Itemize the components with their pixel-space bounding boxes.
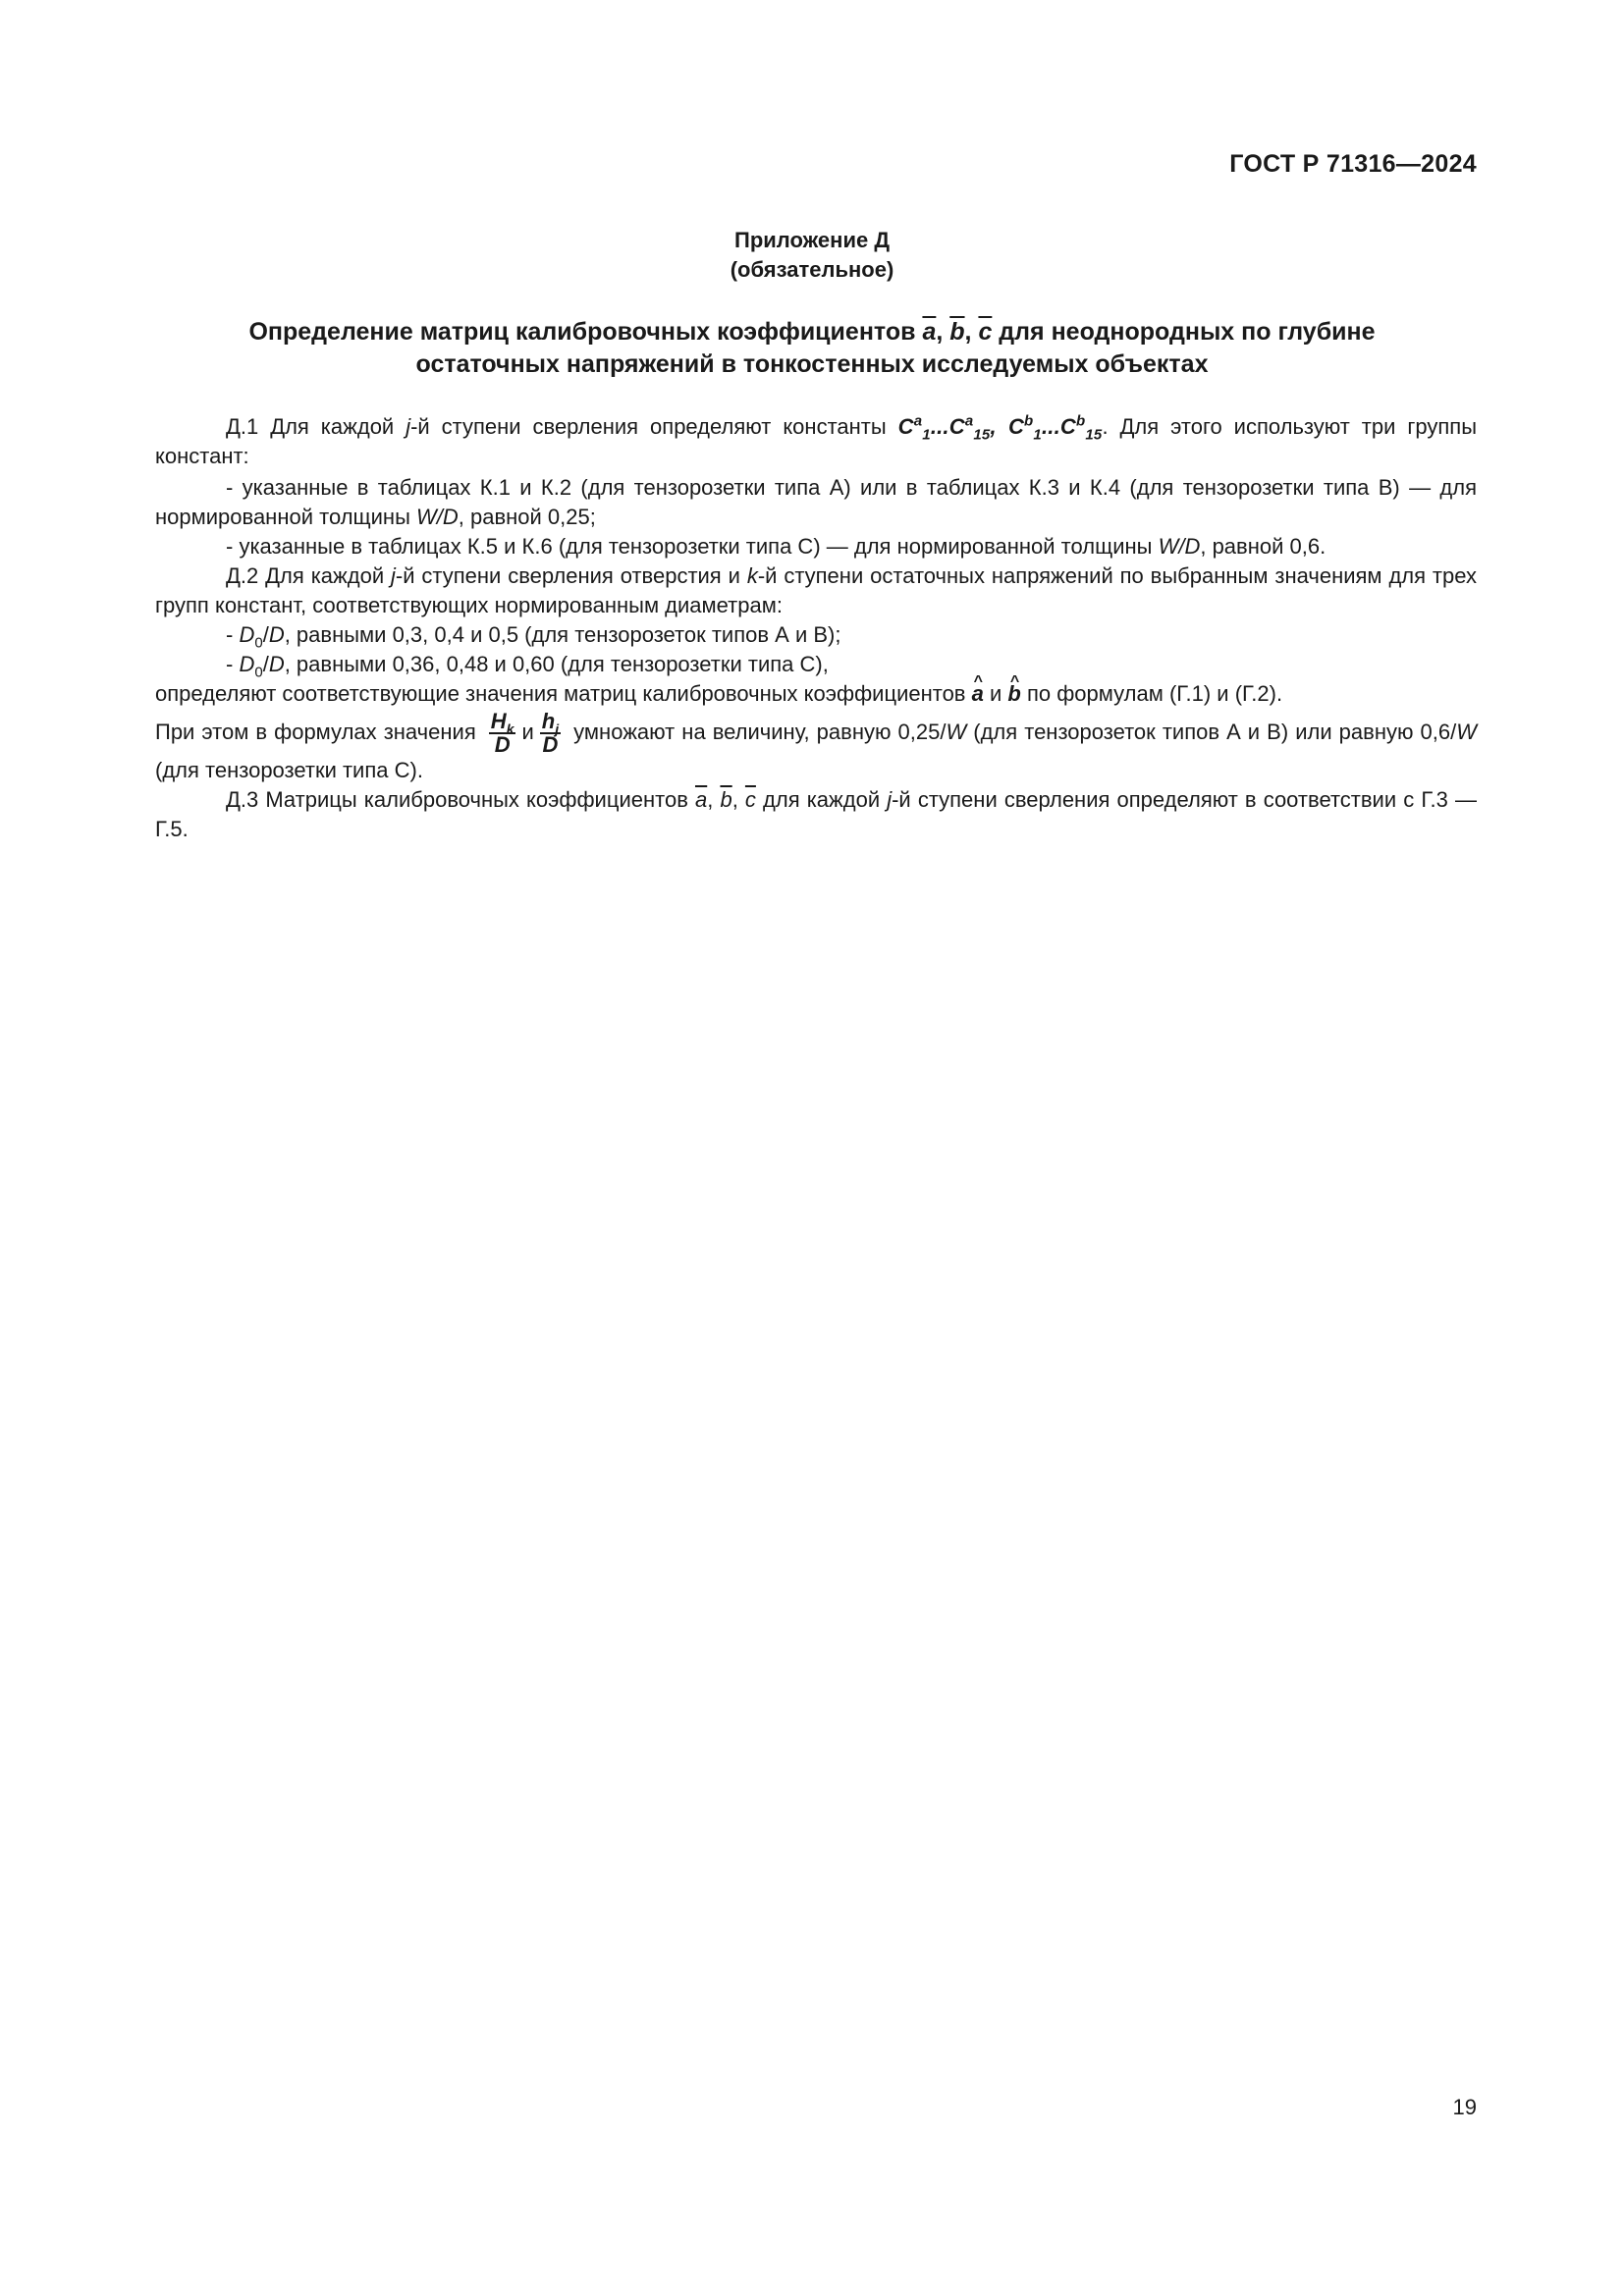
text: по формулам (Г.1) и (Г.2). xyxy=(1020,681,1283,706)
document-id: ГОСТ Р 71316—2024 xyxy=(1229,150,1477,178)
text: - указанные в таблицах К.1 и К.2 (для тензорозетки типа А) или в таблицах К.3 и К.4 (для тензорозетки типа В) — для нормированной толщины xyxy=(155,475,1477,529)
page-number: 19 xyxy=(1452,2095,1477,2119)
annex-status: (обязательное) xyxy=(730,257,894,282)
text: Д.1 Для каждой xyxy=(226,414,406,439)
var-j: j xyxy=(406,414,411,439)
d2-continuation xyxy=(155,679,1477,709)
var-wd: W/D xyxy=(1158,534,1201,559)
text: (для тензорозеток типов А и В) или равную 0,6/ xyxy=(966,719,1457,744)
fraction-denominator: D xyxy=(542,732,559,757)
text: , равной 0,25; xyxy=(458,505,596,529)
clause-d3 xyxy=(155,785,1477,844)
slash: / xyxy=(262,652,269,676)
fraction-numerator xyxy=(540,709,561,737)
constants-formula xyxy=(897,412,1103,444)
sub-15: 15 xyxy=(1085,426,1103,444)
title-text: для неоднородных по глубине xyxy=(992,318,1376,346)
sub-0: 0 xyxy=(254,634,263,652)
var-k: k xyxy=(746,563,758,588)
var-w: W xyxy=(946,719,967,744)
sub-k: k xyxy=(506,721,514,737)
sup-a: a xyxy=(913,412,923,430)
text: умножают на величину, равную 0,25/ xyxy=(567,719,947,744)
sub-15: 15 xyxy=(973,426,991,444)
text: (для тензорозетки типа С). xyxy=(155,758,423,782)
sup-a: a xyxy=(964,412,974,430)
text: для каждой xyxy=(755,787,888,812)
title-var-a: $\overline{a}$ xyxy=(922,318,937,346)
title-var-b: $\overline{b}$ xyxy=(949,318,965,346)
text: Д.3 Матрицы калибровочных коэффициентов xyxy=(226,787,695,812)
text: - указанные в таблицах К.5 и К.6 (для тензорозетки типа С) — для нормированной толщины xyxy=(226,534,1159,559)
text: и xyxy=(521,719,534,744)
text: -й ступени остаточных напряжений по выбранным значениям для трех групп констант, соответствующих нормированным диаметрам: xyxy=(155,563,1477,617)
text: определяют соответствующие значения матриц калибровочных коэффициентов xyxy=(155,681,972,706)
a-hat: ^ a xyxy=(972,679,984,709)
body-text xyxy=(155,412,1477,844)
text: -й ступени сверления отверстия и xyxy=(395,563,747,588)
const-c: C xyxy=(948,414,965,439)
title-sep: , xyxy=(964,318,979,346)
b-hat: ^ b xyxy=(1007,679,1020,709)
const-c: C xyxy=(897,414,914,439)
d2-item-1 xyxy=(155,620,1477,650)
var-b: $\overline{b}$ xyxy=(720,787,732,812)
title-var-c: $\overline{c}$ xyxy=(978,318,993,346)
sup-b: b xyxy=(1076,412,1086,430)
dots: ... xyxy=(930,414,949,439)
dash: - xyxy=(226,622,240,647)
const-c: C xyxy=(1059,414,1076,439)
text: , равными 0,36, 0,48 и 0,60 (для тензорозетки типа С), xyxy=(284,652,829,676)
dash: - xyxy=(226,652,240,676)
var-a: $\overline{a}$ xyxy=(694,787,708,812)
comma: , xyxy=(990,414,1008,439)
annex-title-line1 xyxy=(147,316,1477,348)
annex-title xyxy=(147,316,1477,381)
fraction-denominator: D xyxy=(494,732,511,757)
fraction-numerator xyxy=(489,709,516,737)
sub-j: j xyxy=(555,721,560,737)
var-d: D xyxy=(239,652,255,676)
var-c: $\overline{c}$ xyxy=(744,787,756,812)
text: . Для этого используют три группы констант: xyxy=(155,414,1478,468)
sub-0: 0 xyxy=(254,664,263,681)
d2-item-2 xyxy=(155,650,1477,679)
const-c: C xyxy=(1007,414,1025,439)
var-j: j xyxy=(887,787,893,812)
title-text: Определение матриц калибровочных коэффициентов xyxy=(248,318,923,346)
text: , равными 0,3, 0,4 и 0,5 (для тензорозеток типов А и В); xyxy=(284,622,841,647)
text: При этом в формулах значения xyxy=(155,719,483,744)
d1-item-2 xyxy=(155,532,1477,561)
annex-name: Приложение Д xyxy=(734,228,890,252)
sub-1: 1 xyxy=(922,426,931,444)
sep: , xyxy=(707,787,721,812)
dots: ... xyxy=(1041,414,1060,439)
var-d: D xyxy=(268,652,285,676)
text: -й ступени сверления определяют в соответствии с Г.3 — Г.5. xyxy=(155,787,1477,841)
annex-heading xyxy=(0,226,1624,285)
var-j: j xyxy=(391,563,396,588)
d2-formula-line xyxy=(155,711,1477,785)
sub-1: 1 xyxy=(1033,426,1042,444)
var-d: D xyxy=(268,622,285,647)
fraction-hj-d xyxy=(540,711,561,756)
clause-d1 xyxy=(155,412,1477,471)
var-wd: W/D xyxy=(416,505,459,529)
var-h: H xyxy=(490,709,507,733)
var-w: W xyxy=(1456,719,1477,744)
var-d: D xyxy=(239,622,255,647)
annex-title-line2: остаточных напряжений в тонкостенных исследуемых объектах xyxy=(415,350,1209,378)
title-sep: , xyxy=(936,318,950,346)
text: , равной 0,6. xyxy=(1200,534,1326,559)
sup-b: b xyxy=(1024,412,1034,430)
sep: , xyxy=(731,787,745,812)
d1-item-1 xyxy=(155,473,1477,532)
var-h: h xyxy=(541,709,556,733)
slash: / xyxy=(262,622,269,647)
text: и xyxy=(983,681,1008,706)
clause-d2 xyxy=(155,561,1477,620)
fraction-hk-d xyxy=(489,711,516,756)
text: -й ступени сверления определяют константы xyxy=(410,414,898,439)
text: Д.2 Для каждой xyxy=(226,563,392,588)
